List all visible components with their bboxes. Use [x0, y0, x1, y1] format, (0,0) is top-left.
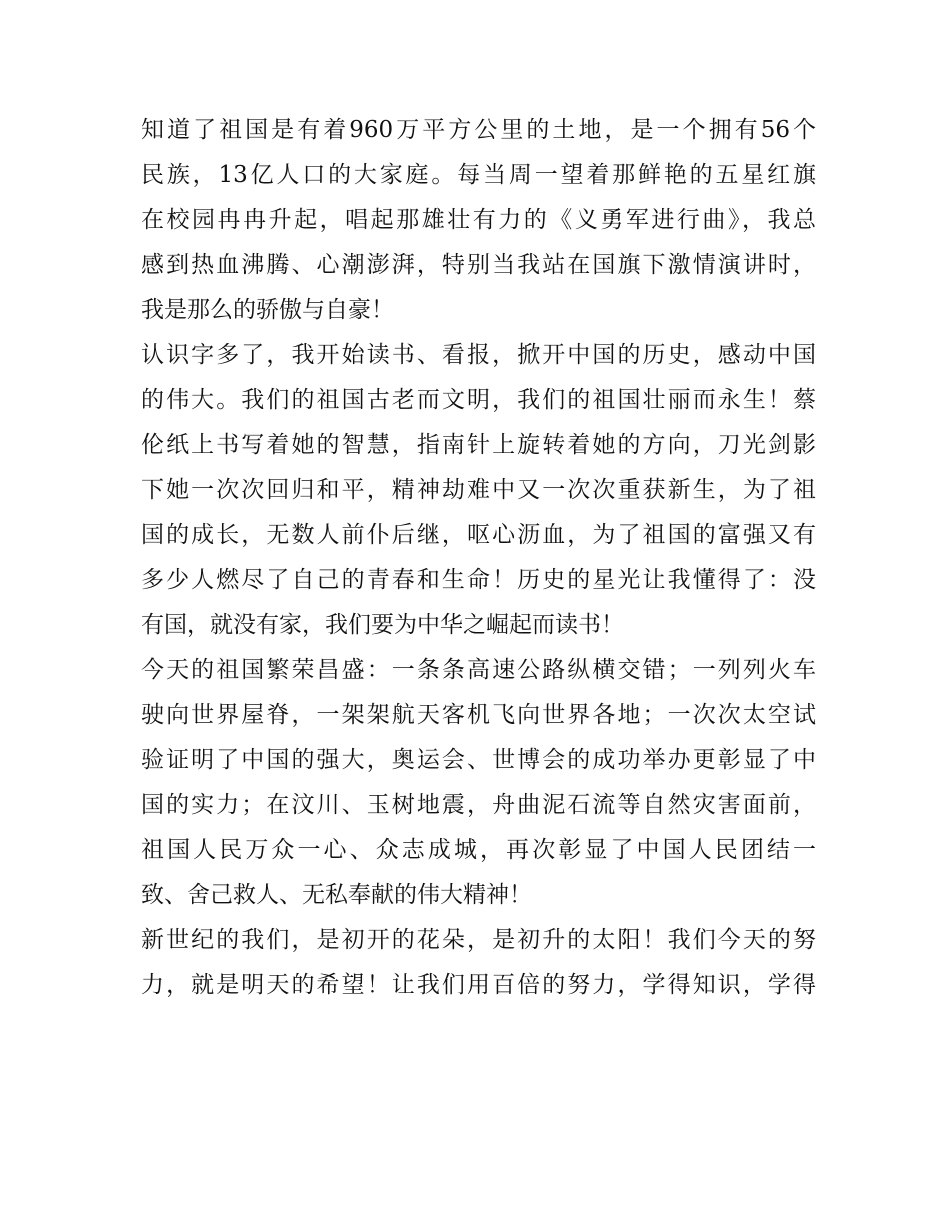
- text-line: 知道了祖国是有着960万平方公里的土地，是一个拥有56个: [141, 117, 816, 143]
- text-line: 验证明了中国的强大，奥运会、世博会的成功举办更彰显了中: [141, 747, 816, 773]
- text-line: 今天的祖国繁荣昌盛：一条条高速公路纵横交错；一列列火车: [141, 657, 816, 683]
- text-line: 的伟大。我们的祖国古老而文明，我们的祖国壮丽而永生！蔡: [141, 387, 816, 413]
- text-line: 致、舍己救人、无私奉献的伟大精神！: [141, 882, 532, 908]
- text-line: 新世纪的我们，是初开的花朵，是初升的太阳！我们今天的努: [141, 927, 816, 953]
- text-line: 我是那么的骄傲与自豪！: [141, 297, 394, 323]
- text-line: 国的实力；在汶川、玉树地震，舟曲泥石流等自然灾害面前，: [141, 792, 816, 818]
- text-line: 伦纸上书写着她的智慧，指南针上旋转着她的方向，刀光剑影: [141, 432, 816, 458]
- text-line: 感到热血沸腾、心潮澎湃，特别当我站在国旗下激情演讲时，: [141, 252, 816, 278]
- text-line: 祖国人民万众一心、众志成城，再次彰显了中国人民团结一: [141, 837, 816, 863]
- document-body: [141, 108, 816, 1008]
- text-line: 民族，13亿人口的大家庭。每当周一望着那鲜艳的五星红旗: [141, 162, 816, 188]
- text-line: 有国，就没有家，我们要为中华之崛起而读书！: [141, 612, 624, 638]
- text-line: 认识字多了，我开始读书、看报，掀开中国的历史，感动中国: [141, 342, 816, 368]
- text-line: 驶向世界屋脊，一架架航天客机飞向世界各地；一次次太空试: [141, 702, 816, 728]
- text-line: 多少人燃尽了自己的青春和生命！历史的星光让我懂得了：没: [141, 567, 816, 593]
- text-line: 国的成长，无数人前仆后继，呕心沥血，为了祖国的富强又有: [141, 522, 816, 548]
- text-line: 在校园冉冉升起，唱起那雄壮有力的《义勇军进行曲》，我总: [141, 207, 816, 233]
- text-line: 力，就是明天的希望！让我们用百倍的努力，学得知识，学得: [141, 972, 816, 998]
- text-line: 下她一次次回归和平，精神劫难中又一次次重获新生，为了祖: [141, 477, 816, 503]
